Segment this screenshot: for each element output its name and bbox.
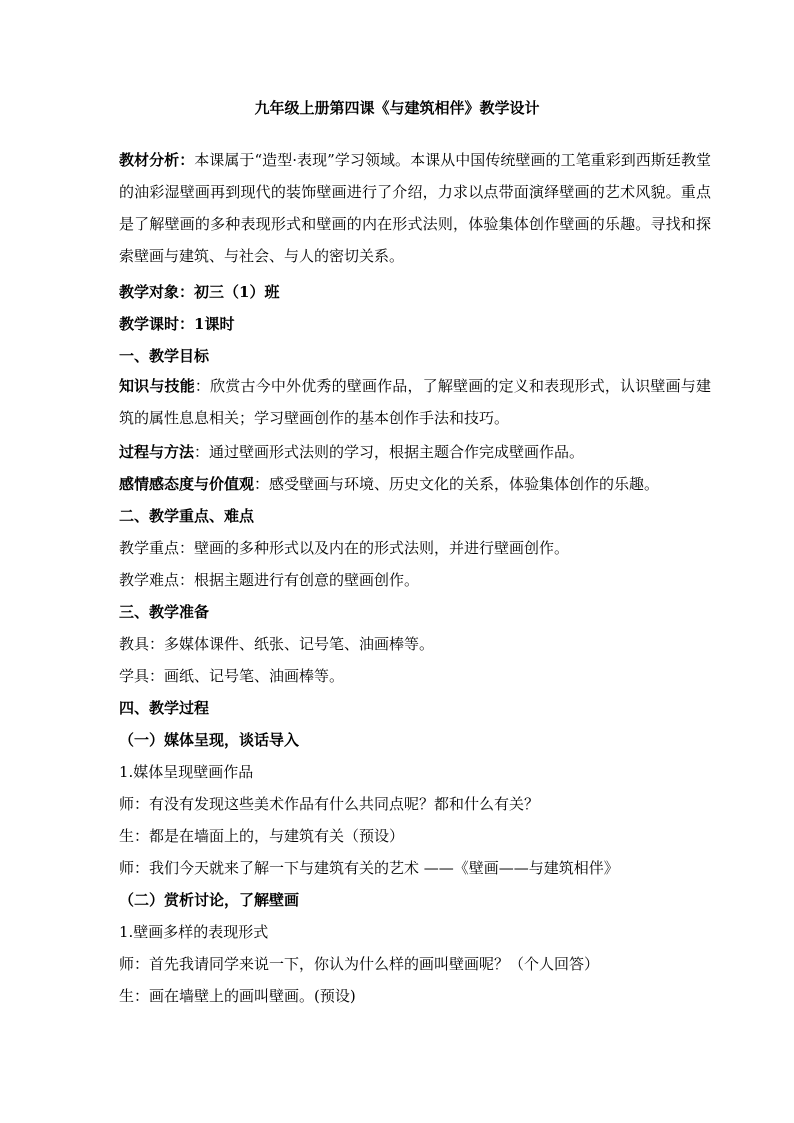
document-title: 九年级上册第四课《与建筑相伴》教学设计 — [254, 99, 540, 117]
section-heading-process: 四、教学过程 — [119, 699, 210, 717]
student-answer-1: 生：都是在墙面上的，与建筑有关（预设） — [119, 827, 405, 845]
student-tools: 学具：画纸、记号笔、油画棒等。 — [119, 667, 345, 685]
subsection-appreciation: （二）赏析讨论，了解壁画 — [119, 891, 300, 909]
teaching-hours: 教学课时：1课时 — [119, 315, 235, 333]
goal-emotion — [119, 473, 711, 495]
goal-process — [119, 441, 711, 463]
material-analysis — [119, 144, 711, 272]
material-analysis-text: 本课属于“造型·表现”学习领域。本课从中国传统壁画的工笔重彩到西斯廷教堂的油彩湿壁画再到现代的装饰壁画进行了介绍，力求以点带面演绎壁画的艺术风貌。重点是了解壁画的多种表现形式和壁画的内在形式法则，体验集体创作壁画的乐趣。寻找和探索壁画与建筑、与社会、与人的密切关系。 — [119, 151, 711, 265]
section-heading-keypoints: 二、教学重点、难点 — [119, 507, 255, 525]
goal-emotion-text: ：感受壁画与环境、历史文化的关系，体验集体创作的乐趣。 — [254, 475, 660, 493]
subsection-media-intro: （一）媒体呈现，谈话导入 — [119, 731, 300, 749]
step-forms: 1.壁画多样的表现形式 — [119, 923, 269, 941]
goal-knowledge-text: ：欣赏古今中外优秀的壁画作品，了解壁画的定义和表现形式，认识壁画与建筑的属性息息相关；学习壁画创作的基本创作手法和技巧。 — [119, 377, 711, 427]
difficulty: 教学难点：根据主题进行有创意的壁画创作。 — [119, 571, 420, 589]
section-heading-goals: 一、教学目标 — [119, 347, 210, 365]
goal-process-text: ：通过壁画形式法则的学习，根据主题合作完成壁画作品。 — [194, 443, 585, 461]
goal-knowledge-label: 知识与技能 — [119, 377, 195, 395]
section-heading-preparation: 三、教学准备 — [119, 603, 210, 621]
teacher-statement-1: 师：我们今天就来了解一下与建筑有关的艺术 ——《壁画——与建筑相伴》 — [119, 859, 619, 877]
step-media-present: 1.媒体呈现壁画作品 — [119, 763, 254, 781]
goal-emotion-label: 感情感态度与价值观 — [119, 475, 255, 493]
teacher-question-1: 师：有没有发现这些美术作品有什么共同点呢？都和什么有关？ — [119, 795, 540, 813]
goal-knowledge — [119, 370, 711, 434]
student-answer-2: 生：画在墙壁上的画叫壁画。(预设) — [119, 987, 356, 1005]
goal-process-label: 过程与方法 — [119, 443, 195, 461]
key-point: 教学重点：壁画的多种形式以及内在的形式法则，并进行壁画创作。 — [119, 539, 570, 557]
teacher-question-2: 师：首先我请同学来说一下，你认为什么样的画叫壁画呢？（个人回答） — [119, 955, 600, 973]
material-analysis-label: 教材分析： — [119, 151, 195, 169]
teacher-tools: 教具：多媒体课件、纸张、记号笔、油画棒等。 — [119, 635, 435, 653]
teaching-target: 教学对象：初三（1）班 — [119, 283, 280, 301]
